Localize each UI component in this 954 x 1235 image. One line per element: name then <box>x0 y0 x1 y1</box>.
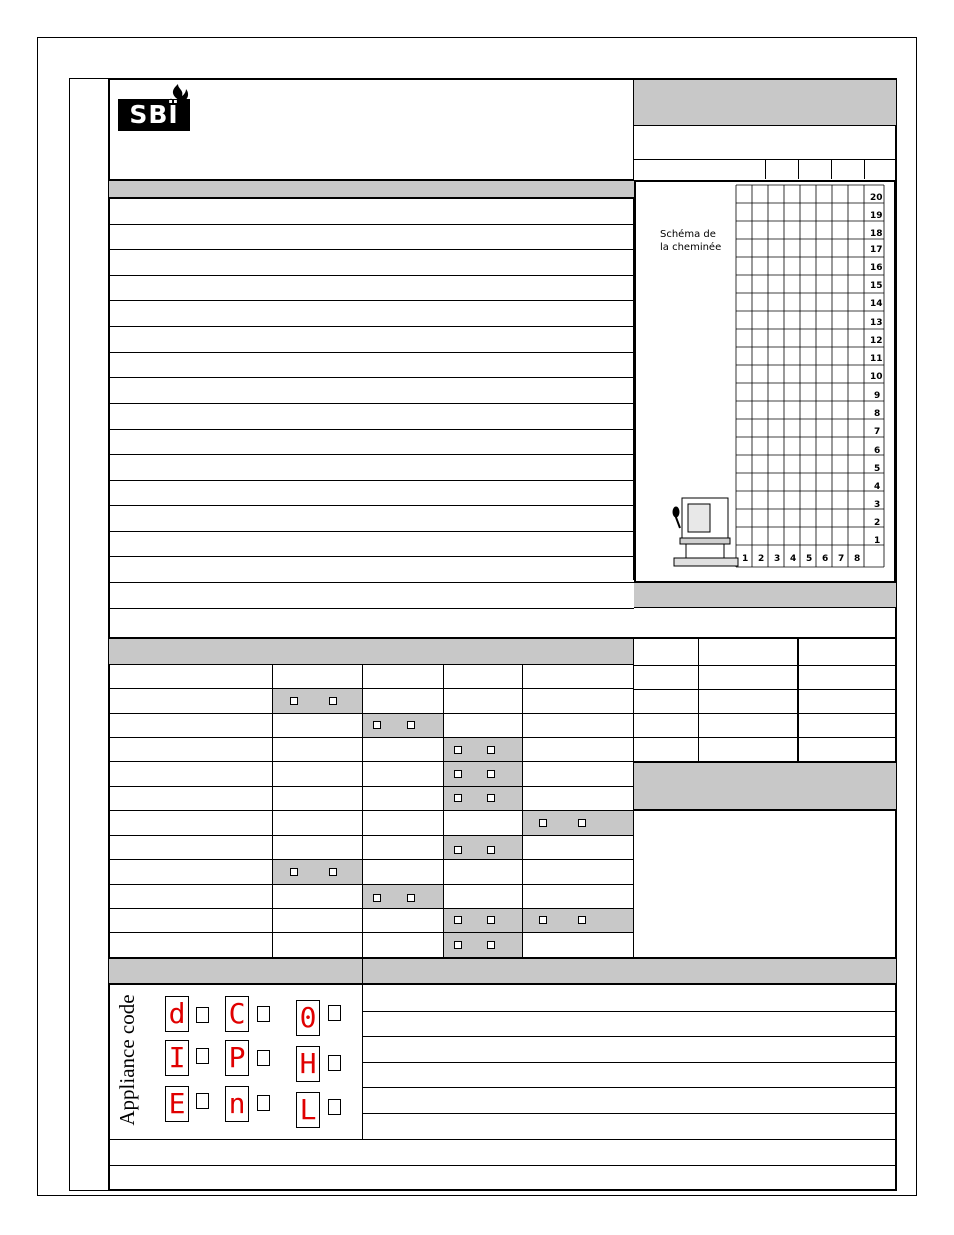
row-number: 12 <box>870 336 883 346</box>
checkbox[interactable] <box>290 697 298 705</box>
row-number: 13 <box>870 318 883 328</box>
row-number: 20 <box>870 193 883 203</box>
code-digit: C <box>225 996 249 1032</box>
row-number: 8 <box>874 409 881 419</box>
checkbox[interactable] <box>454 941 462 949</box>
checkbox[interactable] <box>578 916 586 924</box>
code-checkbox[interactable] <box>328 1055 341 1071</box>
col-number: 7 <box>838 554 845 564</box>
checkbox[interactable] <box>290 868 298 876</box>
row-number: 4 <box>874 482 881 492</box>
checkbox[interactable] <box>373 721 381 729</box>
col-number: 6 <box>822 554 829 564</box>
col-number: 4 <box>790 554 797 564</box>
logo-text: SBÏ <box>118 99 190 131</box>
code-digit: L <box>296 1092 320 1128</box>
checkbox[interactable] <box>454 916 462 924</box>
row-number: 6 <box>874 446 881 456</box>
row-number: 2 <box>874 518 881 528</box>
row-number: 17 <box>870 245 883 255</box>
code-checkbox[interactable] <box>196 1007 209 1023</box>
code-digit: d <box>165 996 189 1032</box>
chimney-label: Schéma de la cheminée <box>660 229 722 253</box>
row-number: 15 <box>870 281 883 291</box>
code-digit: 0 <box>296 1000 320 1036</box>
stove-icon <box>673 498 738 566</box>
row-number: 16 <box>870 263 883 273</box>
header-title-bar <box>634 80 896 126</box>
checkbox[interactable] <box>329 697 337 705</box>
row-number: 19 <box>870 211 883 221</box>
col-number: 1 <box>742 554 749 564</box>
section-header-1 <box>109 179 634 199</box>
appliance-code-label: Appliance code <box>115 994 139 1126</box>
row-number: 7 <box>874 427 881 437</box>
code-digit: E <box>165 1086 189 1122</box>
checkbox[interactable] <box>454 794 462 802</box>
section-header-3 <box>109 957 896 985</box>
col-number: 2 <box>758 554 765 564</box>
checkbox[interactable] <box>487 916 495 924</box>
code-checkbox[interactable] <box>328 1005 341 1021</box>
checkbox[interactable] <box>373 894 381 902</box>
section-header-right-2 <box>634 761 896 811</box>
code-checkbox[interactable] <box>257 1095 270 1111</box>
checkbox[interactable] <box>454 746 462 754</box>
logo <box>118 84 190 132</box>
checkbox[interactable] <box>454 846 462 854</box>
section-header-right-1 <box>634 583 896 608</box>
code-checkbox[interactable] <box>196 1093 209 1109</box>
code-checkbox[interactable] <box>196 1048 209 1064</box>
row-number: 18 <box>870 229 883 239</box>
row-number: 3 <box>874 500 881 510</box>
row-number: 5 <box>874 464 881 474</box>
checkbox[interactable] <box>539 916 547 924</box>
code-checkbox[interactable] <box>328 1099 341 1115</box>
checkbox[interactable] <box>407 894 415 902</box>
chimney-grid <box>636 182 894 581</box>
checkbox[interactable] <box>487 746 495 754</box>
col-number: 3 <box>774 554 781 564</box>
code-digit: n <box>225 1086 249 1122</box>
row-number: 10 <box>870 372 883 382</box>
code-digit: P <box>225 1040 249 1076</box>
code-checkbox[interactable] <box>257 1006 270 1022</box>
checkbox[interactable] <box>329 868 337 876</box>
row-number: 1 <box>874 536 881 546</box>
code-digit: H <box>296 1046 320 1082</box>
checkbox[interactable] <box>487 941 495 949</box>
row-number: 14 <box>870 299 883 309</box>
checkbox[interactable] <box>487 846 495 854</box>
checkbox[interactable] <box>407 721 415 729</box>
checkbox[interactable] <box>578 819 586 827</box>
col-number: 5 <box>806 554 813 564</box>
code-digit: I <box>165 1040 189 1076</box>
chimney-diagram-box <box>634 180 896 583</box>
row-number: 11 <box>870 354 883 364</box>
checkbox[interactable] <box>487 794 495 802</box>
col-number: 8 <box>854 554 861 564</box>
section-header-2 <box>109 639 633 665</box>
checkbox[interactable] <box>539 819 547 827</box>
checkbox[interactable] <box>487 770 495 778</box>
code-checkbox[interactable] <box>257 1050 270 1066</box>
checkbox[interactable] <box>454 770 462 778</box>
binding-strip <box>69 78 109 1191</box>
row-number: 9 <box>874 391 881 401</box>
